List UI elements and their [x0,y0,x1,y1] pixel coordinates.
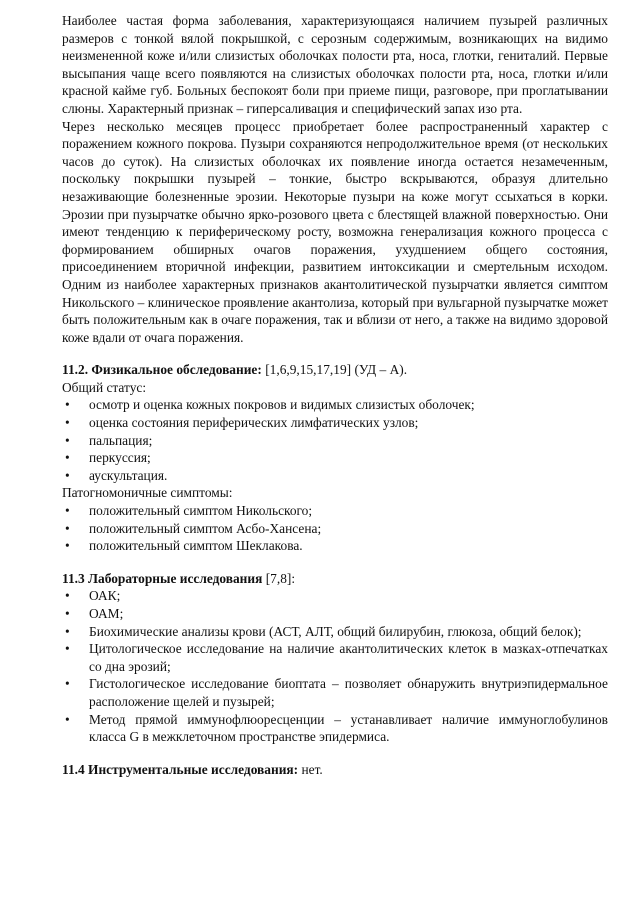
bullet-icon: • [65,520,70,536]
general-status-list [62,396,608,484]
bullet-icon: • [65,641,70,657]
list-item: • ОАК; [65,588,121,604]
list-item: • осмотр и оценка кожных покровов и видимых слизистых оболочек; [65,397,475,413]
section-11-4-title: 11.4 Инструментальные исследования: [62,761,299,777]
list-item: • перкуссия; [65,450,151,466]
intro-paragraph-2: Через несколько месяцев процесс приобретает более распространенный характер с поражением кожного покрова. Пузыри сохраняются непродолжительное время (от нескольких часов до суток). На слизистых оболочках их появление иногда остается незамеченным, поскольку покрышки пузырей – тонкие, быстро вскрываются, образуя длительно незаживающие болезненные эрозии. Некоторые пузыри на коже могут ссыхаться в корки. Эрозии при пузырчатке обычно ярко-розового цвета с блестящей влажной поверхностью. Они имеют тенденцию к периферическому росту, возможна генерализация кожного процесса с формированием обширных очагов поражения, ухудшением общего состояния, присоединением вторичной инфекции, развитием интоксикации и смертельным исходом. Одним из наиболее характерных признаков акантолитической пузырчатки является симптом Никольского – клиническое проявление акантолиза, который при вульгарной пузырчатке может быть положительным как в очаге поражения, так и вблизи от него, а также на видимо здоровой коже вдали от очага поражения. [62,118,608,345]
lab-tests-list [62,587,608,745]
list-item: • Биохимические анализы крови (АСТ, АЛТ, общий билирубин, глюкоза, общий белок); [65,623,582,639]
section-11-3-heading [62,570,608,588]
section-11-4-value: нет. [298,761,323,777]
bullet-icon: • [65,676,70,692]
document-page [62,12,608,778]
bullet-icon: • [65,623,70,639]
list-item: • оценка состояния периферических лимфатических узлов; [65,415,419,431]
section-11-2-title: 11.2. Физикальное обследование: [62,362,262,378]
list-item: • Цитологическое исследование на наличие акантолитических клеток в мазках-отпечатках со дна эрозий; [65,641,608,674]
intro-paragraph-1: Наиболее частая форма заболевания, характеризующаяся наличием пузырей различных размеров с тонкой вялой покрышкой, с серозным содержимым, возникающих на видимо неизмененной коже и/или слизистых оболочках полости рта, носа, глотки, гениталий. Первые высыпания чаще всего появляются на слизистых оболочках полости рта, носа, глотки и/или красной кайме губ. Больных беспокоят боли при приеме пищи, разговоре, при проглатывании слюны. Характерный признак – гиперсаливация и специфический запах изо рта. [62,13,608,116]
bullet-icon: • [65,415,70,431]
list-item: • ОАМ; [65,606,124,621]
bullet-icon: • [65,606,70,621]
general-status-label: Общий статус: [62,379,147,395]
section-11-2-refs: [1,6,9,15,17,19] (УД – А). [261,362,408,378]
bullet-icon: • [65,503,70,519]
list-item: • пальпация; [65,432,153,448]
pathognomonic-label: Патогномоничные симптомы: [62,485,233,501]
list-item: • положительный симптом Асбо-Хансена; [65,520,322,536]
section-11-2-heading [62,361,608,379]
pathognomonic-list [62,502,608,555]
list-item: • положительный симптом Никольского; [65,503,313,519]
bullet-icon: • [65,538,70,554]
bullet-icon: • [65,432,70,448]
section-11-3-title: 11.3 Лабораторные исследования [62,570,263,586]
list-item: • Метод прямой иммунофлюоресценции – устанавливает наличие иммуноглобулинов класса G в межклеточном пространстве эпидермиса. [65,711,608,745]
list-item: • положительный симптом Шеклакова. [65,538,303,554]
section-11-3-refs: [7,8]: [262,570,296,586]
bullet-icon: • [65,588,70,604]
bullet-icon: • [65,711,70,727]
bullet-icon: • [65,397,70,413]
section-11-4-heading [62,761,608,779]
bullet-icon: • [65,467,70,483]
list-item: • Гистологическое исследование биоптата – позволяет обнаружить внутриэпидермальное расположение щелей и пузырей; [65,676,608,709]
bullet-icon: • [65,450,70,466]
list-item: • аускультация. [65,467,168,483]
